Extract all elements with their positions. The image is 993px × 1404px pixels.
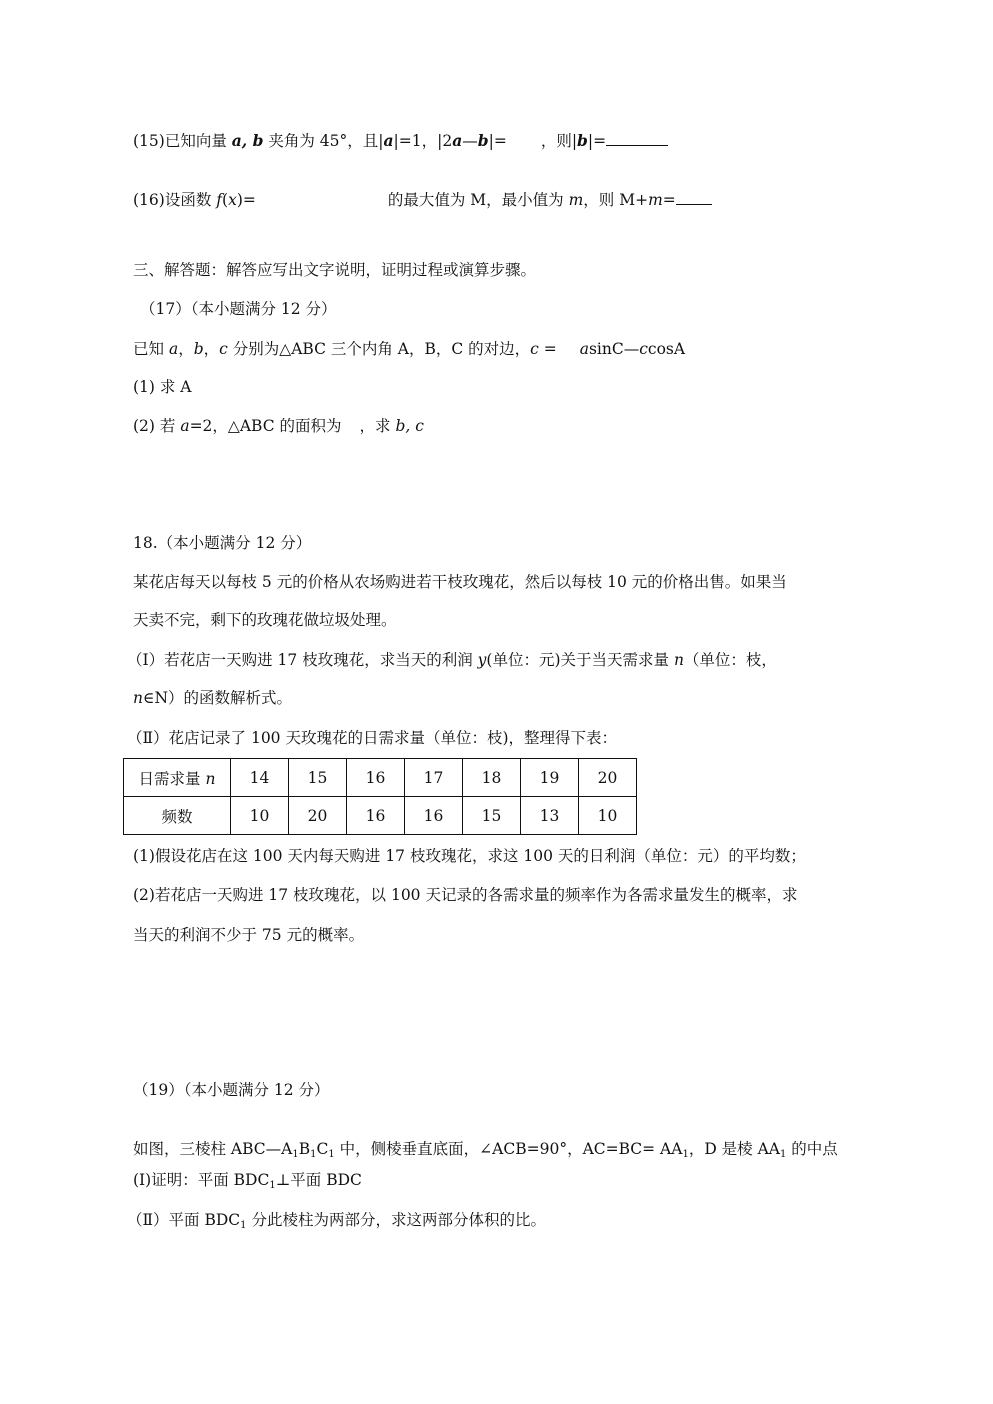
question-19-part-2 xyxy=(127,1210,546,1230)
q17-text: (2) 若 xyxy=(133,417,181,435)
variable-c: c xyxy=(530,340,539,358)
q18-text: 日需求量 xyxy=(138,769,206,788)
question-17-part-1: (1) 求 A xyxy=(133,378,192,396)
q18-text: (单位：元)关于当天需求量 xyxy=(486,651,674,669)
q19-text: B xyxy=(298,1140,311,1158)
q19-text: (Ⅰ)证明：平面 BDC xyxy=(133,1171,270,1189)
subscript: 1 xyxy=(780,1149,787,1160)
vector-b: b xyxy=(577,131,588,150)
variable-a: a xyxy=(180,417,190,435)
q15-text: |= xyxy=(587,132,607,150)
table-cell: 16 xyxy=(347,797,405,835)
variable-y: y xyxy=(477,651,487,669)
variable-a: a xyxy=(579,340,589,358)
q17-text: = xyxy=(538,340,562,358)
subscript: 1 xyxy=(292,1149,299,1160)
subscript: 1 xyxy=(682,1149,689,1160)
table-cell: 13 xyxy=(521,797,579,835)
q17-text: ，求 xyxy=(359,417,396,435)
table-cell: 14 xyxy=(231,759,289,797)
q17-text: cosA xyxy=(647,340,686,358)
table-header-demand xyxy=(124,759,231,797)
q19-text: C xyxy=(316,1140,329,1158)
variable-n: n xyxy=(133,689,143,707)
table-row xyxy=(124,759,637,797)
table-row xyxy=(124,797,637,835)
vector-a: a xyxy=(383,131,394,150)
q16-text: ( xyxy=(222,191,229,209)
variable-m: m xyxy=(648,191,663,209)
table-cell: 19 xyxy=(521,759,579,797)
table-cell: 20 xyxy=(289,797,347,835)
question-18-part-2: （Ⅱ）花店记录了 100 天玫瑰花的日需求量（单位：枝)，整理得下表： xyxy=(127,729,618,747)
q18-text: （Ⅰ）若花店一天购进 17 枝玫瑰花，求当天的利润 xyxy=(127,651,478,669)
q19-text: 分此棱柱为两部分，求这两部分体积的比。 xyxy=(246,1211,546,1229)
q17-text: 已知 xyxy=(133,340,169,358)
variable-n: n xyxy=(205,769,216,788)
variable-m: m xyxy=(568,191,584,209)
question-15 xyxy=(133,131,668,151)
q15-text: — xyxy=(462,132,478,150)
q16-text: ，则 M+ xyxy=(583,191,649,209)
question-17-part-2 xyxy=(133,416,424,436)
question-19-statement xyxy=(133,1139,838,1159)
function-name: f xyxy=(216,191,222,209)
q16-text: (16)设函数 xyxy=(133,191,217,209)
question-18-text: 天卖不完，剩下的玫瑰花做垃圾处理。 xyxy=(133,611,397,629)
variable-a: a xyxy=(168,340,179,358)
q19-text: ⊥平面 BDC xyxy=(275,1171,362,1189)
question-17-header: （17）（本小题满分 12 分） xyxy=(140,300,337,318)
variable-c: c xyxy=(639,340,648,358)
q19-text: 的中点 xyxy=(786,1140,838,1158)
variable-x: x xyxy=(228,191,237,209)
table-cell: 16 xyxy=(405,797,463,835)
q17-text: 分别为△ABC 三个内角 A，B，C 的对边， xyxy=(227,340,531,358)
vector-b: b xyxy=(477,131,489,150)
q15-text: 夹角为 45°，且| xyxy=(263,132,384,150)
question-18-text: 某花店每天以每枝 5 元的价格从农场购进若干枝玫瑰花，然后以每枝 10 元的价格出售。如果当 xyxy=(133,573,787,591)
question-18-header: 18.（本小题满分 12 分） xyxy=(133,534,312,552)
table-cell: 18 xyxy=(463,759,521,797)
answer-blank xyxy=(676,190,712,205)
question-18-sub-2: (2)若花店一天购进 17 枝玫瑰花，以 100 天记录的各需求量的频率作为各需求量发生的概率，求 xyxy=(133,886,798,904)
q19-text: 如图，三棱柱 ABC—A xyxy=(133,1140,293,1158)
q17-text: =2，△ABC 的面积为 xyxy=(189,417,342,435)
q16-text: 的最大值为 M，最小值为 xyxy=(387,191,569,209)
question-18-part-1 xyxy=(127,650,777,670)
q17-text: ， xyxy=(203,340,220,358)
table-cell: 17 xyxy=(405,759,463,797)
q17-text: sinC— xyxy=(588,340,640,358)
table-cell: 15 xyxy=(289,759,347,797)
variable-n: n xyxy=(673,651,684,669)
question-19-part-1 xyxy=(133,1170,362,1190)
table-cell: 10 xyxy=(231,797,289,835)
q15-text: (15)已知向量 xyxy=(133,132,232,150)
variables-bc: b, c xyxy=(395,417,424,435)
question-18-sub-1: (1)假设花店在这 100 天内每天购进 17 枝玫瑰花，求这 100 天的日利润（单位：元）的平均数； xyxy=(133,847,806,865)
q19-text: ，D 是棱 AA xyxy=(688,1140,780,1158)
q16-text: = xyxy=(662,191,676,209)
subscript: 1 xyxy=(269,1180,276,1191)
demand-frequency-table xyxy=(123,758,637,835)
q18-text: （单位：枝， xyxy=(683,651,777,669)
q15-text: ，则| xyxy=(540,132,578,150)
question-18-part-1-cont xyxy=(133,688,292,708)
subscript: 1 xyxy=(328,1149,335,1160)
vector-ab: a, b xyxy=(231,131,264,150)
question-16 xyxy=(133,190,712,210)
variable-c: c xyxy=(219,340,228,358)
q15-text: |= xyxy=(488,132,507,150)
subscript: 1 xyxy=(240,1220,247,1231)
variable-b: b xyxy=(193,340,204,358)
table-cell: 10 xyxy=(579,797,637,835)
question-18-sub-2-cont: 当天的利润不少于 75 元的概率。 xyxy=(133,926,365,944)
table-cell: 15 xyxy=(463,797,521,835)
answer-blank xyxy=(606,131,668,146)
q19-text: 中，侧棱垂直底面，∠ACB=90°，AC=BC= AA xyxy=(334,1140,683,1158)
section-heading: 三、解答题：解答应写出文字说明，证明过程或演算步骤。 xyxy=(133,261,537,279)
q19-text: （Ⅱ）平面 BDC xyxy=(127,1211,241,1229)
q17-text: ， xyxy=(178,340,194,358)
vector-a: a xyxy=(452,131,463,150)
question-17-statement xyxy=(133,339,685,359)
table-cell: 20 xyxy=(579,759,637,797)
q16-text: )= xyxy=(236,191,256,209)
table-cell: 16 xyxy=(347,759,405,797)
q15-text: |=1，|2 xyxy=(393,132,453,150)
table-header-frequency: 频数 xyxy=(124,797,231,835)
question-19-header: （19）（本小题满分 12 分） xyxy=(133,1081,330,1099)
subscript: 1 xyxy=(310,1149,317,1160)
q18-text: ∈N）的函数解析式。 xyxy=(142,689,293,707)
